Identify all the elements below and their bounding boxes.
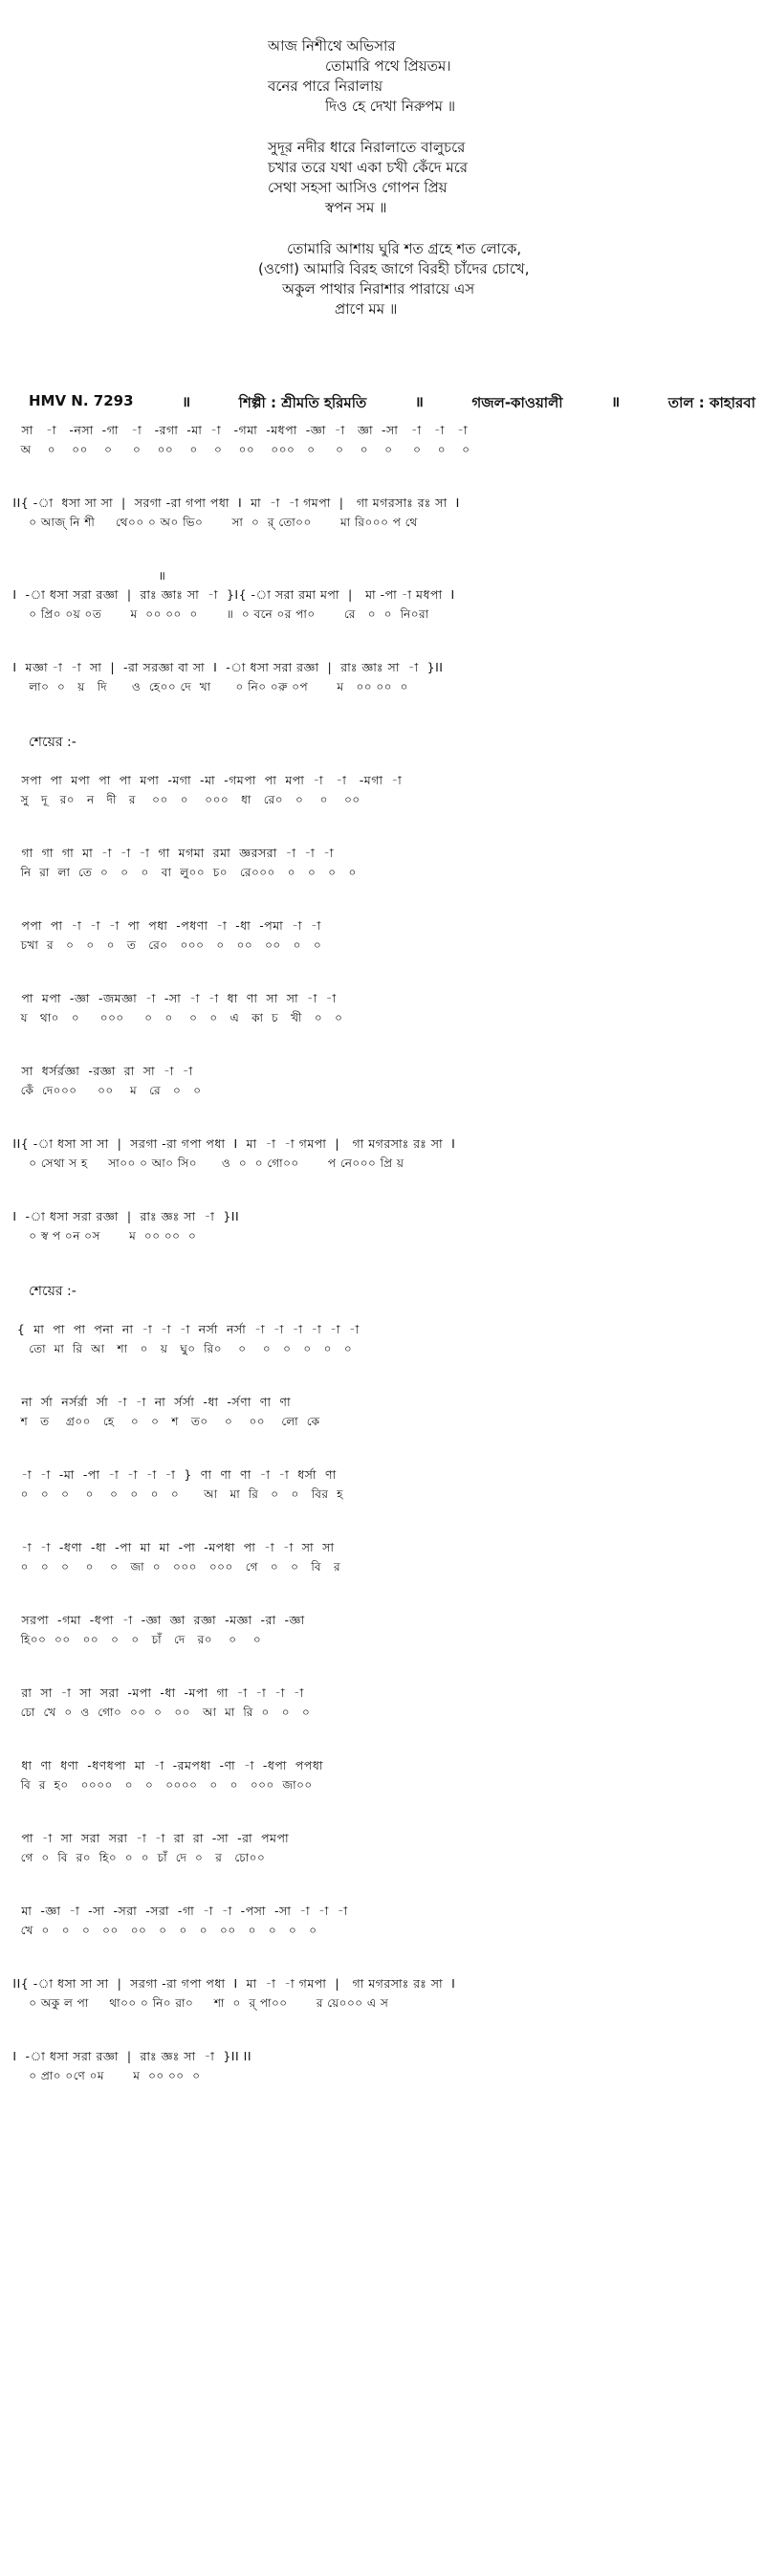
lyric-line: অকুল পাথার নিরাশার পারায়ে এস — [282, 280, 475, 297]
separator: ॥ — [611, 393, 621, 410]
lyric-line: তোমারি আশায় ঘুরি শত গ্রহে শত লোকে, — [287, 240, 522, 257]
notation — [0, 421, 765, 2120]
lyric-line: সেথা সহসা আসিও গোপন প্রিয় — [268, 179, 448, 196]
bani-line: ০ স্ব প ০ন ০স ম ০০ ০০ ০ — [0, 1229, 197, 1243]
notation-section — [0, 1280, 765, 1940]
bani-line: চখা র ০ ০ ০ ত রে০ ০০০ ০ ০০ ০০ ০ ০ — [0, 938, 322, 952]
swar-line: সা ধর্সর্রজ্ঞা -রজ্ঞা রা সা -া -া — [0, 1064, 193, 1078]
notation-section — [0, 1974, 765, 2085]
lyric-stanza — [0, 239, 765, 319]
bani-line: ০ প্রি০ ০য় ০ত ম ০০ ০০ ০ ॥ ০ বনে ০র পা০ রে ০ ০ নি০রা — [0, 607, 429, 621]
notation-row — [0, 1829, 765, 1867]
notation-row — [0, 989, 765, 1027]
bani-line: বি র হ০ ০০০০ ০ ০ ০০০০ ০ ০ ০০০ জা০০ — [0, 1778, 313, 1792]
bani-line: কেঁ দে০০০ ০০ ম রে ০ ০ — [0, 1084, 202, 1097]
swar-line: I -া ধসা সরা রজ্ঞা | রাঃ জ্ঞঃ সা -া }II II — [0, 2049, 252, 2063]
lyric-line: তোমারি পথে প্রিয়তম। — [325, 57, 451, 75]
lyric-line: বনের পারে নিরালায় — [268, 77, 383, 95]
lyric-line: চখার তরে যথা একা চখী কেঁদে মরে — [268, 159, 468, 176]
bani-line: সু দূ র০ ন দী র ০০ ০ ০০০ ধা রে০ ০ ০ ০০ — [0, 793, 361, 806]
swar-line: I মজ্ঞা -া -া সা | -রা সরজ্ঞা বা সা I -া ধসা সরা রজ্ঞা | রাঃ জ্ঞাঃ সা -া }II — [0, 660, 444, 674]
notation-row — [0, 844, 765, 882]
genre: গজল-কাওয়ালী — [471, 394, 563, 411]
notation-row — [0, 1756, 765, 1794]
notation-section — [0, 1134, 765, 1245]
bani-line: ০ ০ ০ ০ ০ ০ ০ ০ আ মা রি ০ ০ বির হ — [0, 1487, 343, 1501]
bani-line: অ ০ ০০ ০ ০ ০০ ০ ০ ০০ ০০০ ০ ০ ০ ০ ০ ০ ০ — [0, 443, 470, 456]
notation-row — [0, 1902, 765, 1940]
notation-row — [0, 1538, 765, 1576]
bani-line: ০ অকু ল পা থা০০ ০ নি০ রা০ শা ০ র্ পা০০ র য়ে০০০ এ স — [0, 1996, 389, 2010]
section-label: শেয়ের :- — [29, 1284, 76, 1299]
notation-row — [0, 2047, 765, 2085]
bani-line: চো খে ০ ও গো০ ০০ ০ ০০ আ মা রি ০ ০ ০ — [0, 1706, 311, 1719]
lyrics — [0, 36, 765, 341]
bani-line: ০ প্রা০ ০ণে ০ম ম ০০ ০০ ০ — [0, 2069, 201, 2082]
swar-line: মা -জ্ঞা -া -সা -সরা -সরা -গা -া -া -পসা -সা -া -া -া — [0, 1904, 348, 1918]
notation-row — [0, 585, 765, 624]
separator: ॥ — [414, 393, 424, 410]
bani-line: য থা০ ০ ০০০ ০ ০ ০ ০ এ কা চ খী ০ ০ — [0, 1011, 343, 1024]
notation-row — [0, 1684, 765, 1722]
notation-row — [0, 1320, 765, 1358]
bani-line: শ ত গ্র০০ হে ০ ০ শ ত০ ০ ০০ লো কে — [0, 1415, 320, 1428]
lyric-line: স্বপন সম ॥ — [325, 199, 387, 216]
swar-line: I -া ধসা সরা রজ্ঞা | রাঃ জ্ঞাঃ সা -া }I{ -া সরা রমা মপা | মা -পা -া মধপা I — [0, 587, 455, 602]
notation-row — [0, 1207, 765, 1245]
lyric-line: প্রাণে মম ॥ — [335, 300, 398, 318]
bani-line: হি০০ ০০ ০০ ০ ০ চাঁ দে র০ ০ ০ — [0, 1633, 262, 1646]
notation-row — [0, 566, 765, 585]
notation-row — [0, 1974, 765, 2013]
notation-row — [0, 1465, 765, 1504]
swar-line: II{ -া ধসা সা সা | সরগা -রা গপা পধা I মা -া -া গমপা | গা মগরসাঃ রঃ সা I — [0, 1976, 456, 1991]
bani-line: গে ০ বি র০ হি০ ০ ০ চাঁ দে ০ র চো০০ — [0, 1851, 266, 1864]
swar-line: গা গা গা মা -া -া -া গা মগমা রমা জ্ঞরসরা -া -া -া — [0, 846, 334, 860]
swar-line: { মা পা পা পনা না -া -া -া নর্সা নর্সা -া -া -া -া -া -া — [0, 1322, 360, 1336]
bani-line: নি রা লা তে ০ ০ ০ বা লু০০ চ০ রে০০০ ০ ০ ০ ০ — [0, 866, 357, 879]
notation-row — [0, 1611, 765, 1649]
lyric-stanza — [0, 138, 765, 218]
notation-row — [0, 916, 765, 955]
swar-line: ধা ণা ধণা -ধণধপা মা -া -রমপধা -ণা -া -ধপা পপধা — [0, 1758, 324, 1772]
swar-line: I -া ধসা সরা রজ্ঞা | রাঃ জ্ঞঃ সা -া }II — [0, 1209, 240, 1223]
notation-section — [0, 731, 765, 1100]
swar-line: ॥ — [0, 568, 166, 583]
swar-line: পা -া সা সরা সরা -া -া রা রা -সা -রা পমপা — [0, 1831, 290, 1845]
separator: ॥ — [182, 393, 191, 410]
notation-row — [0, 658, 765, 696]
notation-row — [0, 421, 765, 459]
lyric-line: (ওগো) আমারি বিরহ জাগে বিরহী চাঁদের চোখে, — [258, 260, 530, 277]
lyric-stanza — [0, 36, 765, 117]
notation-section — [0, 421, 765, 696]
notation-row — [0, 494, 765, 532]
swar-line: সপা পা মপা পা পা মপা -মগা -মা -গমপা পা মপা -া -া -মগা -া — [0, 773, 403, 787]
swar-line: না র্সা নর্সর্রা র্সা -া -া না র্সর্সা -ধা -র্সণা ণা ণা — [0, 1395, 292, 1409]
lyric-line: সুদূর নদীর ধারে নিরালাতে বালুচরে — [268, 139, 466, 156]
bani-line: ০ আজ্ নি শী থে০০ ০ অ০ ভি০ সা ০ র্ তো০০ মা রি০০০ প থে — [0, 516, 418, 529]
swar-line: সরপা -গমা -ধপা -া -জ্ঞা জ্ঞা রজ্ঞা -মজ্ঞা -রা -জ্ঞা — [0, 1613, 305, 1627]
swar-line: -া -া -মা -পা -া -া -া -া } ণা ণা ণা -া -া ধর্সা ণা — [0, 1467, 337, 1482]
swar-line: রা সা -া সা সরা -মপা -ধা -মপা গা -া -া -া -া — [0, 1685, 304, 1700]
notation-row — [0, 1134, 765, 1173]
bani-line: ০ সেথা স হ সা০০ ০ আ০ সি০ ও ০ ০ গো০০ প নে০০০ প্রি য় — [0, 1156, 404, 1170]
bani-line: ০ ০ ০ ০ ০ জা ০ ০০০ ০০০ গে ০ ০ বি র — [0, 1560, 341, 1574]
lyric-line: আজ নিশীথে অভিসার — [268, 37, 396, 55]
swar-line: II{ -া ধসা সা সা | সরগা -রা গপা পধা I মা -া -া গমপা | গা মগরসাঃ রঃ সা I — [0, 495, 460, 510]
song-header — [29, 392, 755, 416]
notation-row — [0, 1393, 765, 1431]
record-number: HMV N. 7293 — [29, 392, 134, 409]
swar-line: পপা পা -া -া -া পা পধা -পধণা -া -ধা -পমা -া -া — [0, 918, 321, 933]
notation-row — [0, 771, 765, 809]
bani-line: খে ০ ০ ০ ০০ ০০ ০ ০ ০ ০০ ০ ০ ০ ০ — [0, 1924, 317, 1937]
swar-line: পা মপা -জ্ঞা -জমজ্ঞা -া -সা -া -া ধা ণা সা সা -া -া — [0, 991, 337, 1005]
swar-line: সা -া -নসা -গা -া -রগা -মা -া -গমা -মধপা -জ্ঞা -া জ্ঞা -সা -া -া -া — [0, 423, 469, 437]
bani-line: লা০ ০ য় দি ও হে০০ দে খা ০ নি০ ০রু ০প ম ০০ ০০ ০ — [0, 680, 408, 694]
lyric-line: দিও হে দেখা নিরুপম ॥ — [325, 98, 456, 115]
bani-line: তো মা রি আ শা ০ য় ঘু০ রি০ ০ ০ ০ ০ ০ ০ — [0, 1342, 353, 1355]
swar-line: II{ -া ধসা সা সা | সরগা -রা গপা পধা I মা -া -া গমপা | গা মগরসাঃ রঃ সা I — [0, 1136, 456, 1151]
section-label: শেয়ের :- — [29, 735, 76, 750]
swar-line: -া -া -ধণা -ধা -পা মা মা -পা -মপধা পা -া -া সা সা — [0, 1540, 335, 1554]
tala: তাল : কাহারবা — [667, 394, 755, 411]
artist: শিল্পী : শ্রীমতি হরিমতি — [238, 394, 367, 411]
notation-row — [0, 1062, 765, 1100]
